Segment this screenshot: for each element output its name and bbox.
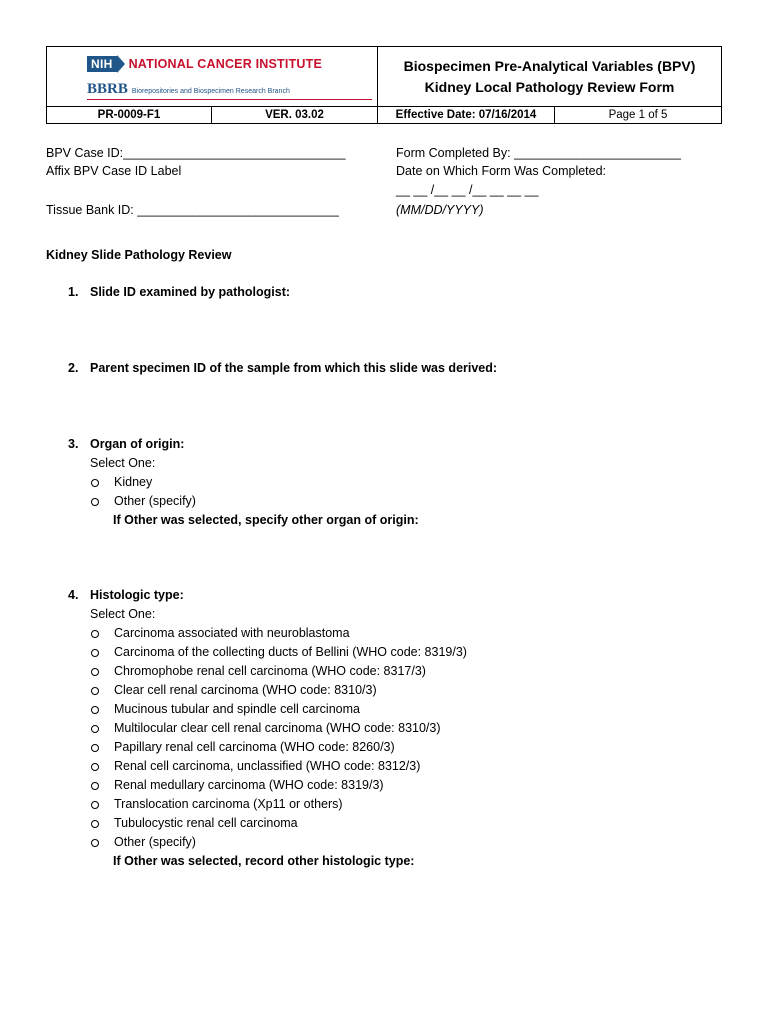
page-number: Page 1 of 5 [608, 109, 668, 121]
nih-logo-box: NIH [87, 56, 117, 72]
logo-cell [47, 47, 378, 106]
option-label: Renal medullary carcinoma (WHO code: 8319/3) [114, 778, 384, 792]
histologic-option[interactable] [90, 700, 360, 719]
question-2 [68, 359, 497, 378]
option-label: Chromophobe renal cell carcinoma (WHO code: 8317/3) [114, 664, 426, 678]
option-label: Other (specify) [114, 835, 196, 849]
radio-icon[interactable] [91, 820, 99, 828]
question-text: Parent specimen ID of the sample from which this slide was derived: [90, 361, 498, 375]
radio-icon[interactable] [91, 498, 99, 506]
date-format-hint: (MM/DD/YYYY) [396, 203, 484, 217]
effective-date: Effective Date: 07/16/2014 [378, 107, 555, 123]
histologic-option[interactable] [90, 795, 343, 814]
option-label: Kidney [114, 475, 153, 489]
radio-icon[interactable] [91, 725, 99, 733]
logo-divider [87, 99, 372, 100]
radio-icon[interactable] [91, 649, 99, 657]
radio-icon[interactable] [91, 479, 99, 487]
radio-icon[interactable] [91, 706, 99, 714]
select-one-label: Select One: [90, 456, 156, 470]
option-label: Tubulocystic renal cell carcinoma [114, 816, 298, 830]
date-completed-label: Date on Which Form Was Completed: [396, 164, 607, 178]
form-title-line2: Kidney Local Pathology Review Form [424, 78, 675, 95]
bbrb-logo-fullname: Biorepositories and Biospecimen Research Branch [131, 88, 290, 95]
nih-arrow-icon [117, 55, 125, 73]
organ-option-kidney[interactable] [90, 473, 152, 492]
other-organ-prompt: If Other was selected, specify other organ of origin: [113, 513, 419, 527]
other-histologic-prompt: If Other was selected, record other histologic type: [113, 854, 415, 868]
section-title: Kidney Slide Pathology Review [46, 248, 232, 262]
question-number: 4. [68, 588, 79, 602]
option-label: Carcinoma associated with neuroblastoma [114, 626, 350, 640]
option-label: Papillary renal cell carcinoma (WHO code: 8260/3) [114, 740, 395, 754]
question-text: Histologic type: [90, 588, 184, 602]
case-id-field[interactable]: BPV Case ID:________________________________ [46, 146, 346, 160]
histologic-option[interactable] [90, 738, 395, 757]
nci-logo [87, 55, 322, 73]
affix-label-note: Affix BPV Case ID Label [46, 164, 182, 178]
histologic-option[interactable] [90, 681, 377, 700]
date-completed-field[interactable]: __ __ /__ __ /__ __ __ __ [396, 183, 539, 197]
bbrb-logo-acronym: BBRB [87, 81, 128, 97]
select-one-label: Select One: [90, 607, 156, 621]
histologic-option[interactable] [90, 719, 441, 738]
question-text: Organ of origin: [90, 437, 185, 451]
bbrb-logo [87, 81, 290, 98]
option-label: Translocation carcinoma (Xp11 or others) [114, 797, 343, 811]
radio-icon[interactable] [91, 782, 99, 790]
histologic-option[interactable] [90, 757, 420, 776]
option-label: Carcinoma of the collecting ducts of Bellini (WHO code: 8319/3) [114, 645, 467, 659]
question-4 [68, 586, 184, 605]
option-label: Mucinous tubular and spindle cell carcinoma [114, 702, 360, 716]
question-1 [68, 283, 290, 302]
radio-icon[interactable] [91, 744, 99, 752]
radio-icon[interactable] [91, 668, 99, 676]
nci-logo-text: NATIONAL CANCER INSTITUTE [128, 57, 322, 71]
histologic-option[interactable] [90, 624, 350, 643]
form-header [46, 46, 722, 124]
question-number: 1. [68, 285, 79, 299]
question-text: Slide ID examined by pathologist: [90, 285, 291, 299]
question-3 [68, 435, 184, 454]
question-number: 3. [68, 437, 79, 451]
form-title [378, 47, 721, 106]
form-title-line1: Biospecimen Pre-Analytical Variables (BPV) [403, 57, 696, 74]
completed-by-field[interactable]: Form Completed By: ________________________ [396, 146, 681, 160]
histologic-option[interactable] [90, 776, 384, 795]
organ-option-other[interactable] [90, 492, 196, 511]
radio-icon[interactable] [91, 630, 99, 638]
option-label: Clear cell renal carcinoma (WHO code: 8310/3) [114, 683, 377, 697]
question-number: 2. [68, 361, 79, 375]
tissue-bank-id-field[interactable]: Tissue Bank ID: _____________________________ [46, 203, 339, 217]
histologic-option-other[interactable] [90, 833, 196, 852]
radio-icon[interactable] [91, 839, 99, 847]
radio-icon[interactable] [91, 801, 99, 809]
option-label: Other (specify) [114, 494, 196, 508]
option-label: Renal cell carcinoma, unclassified (WHO code: 8312/3) [114, 759, 421, 773]
radio-icon[interactable] [91, 687, 99, 695]
histologic-option[interactable] [90, 814, 298, 833]
histologic-option[interactable] [90, 643, 467, 662]
radio-icon[interactable] [91, 763, 99, 771]
doc-version: VER. 03.02 [212, 107, 378, 123]
option-label: Multilocular clear cell renal carcinoma (WHO code: 8310/3) [114, 721, 441, 735]
histologic-option[interactable] [90, 662, 426, 681]
header-meta-row [47, 106, 721, 123]
doc-id: PR-0009-F1 [47, 107, 212, 123]
